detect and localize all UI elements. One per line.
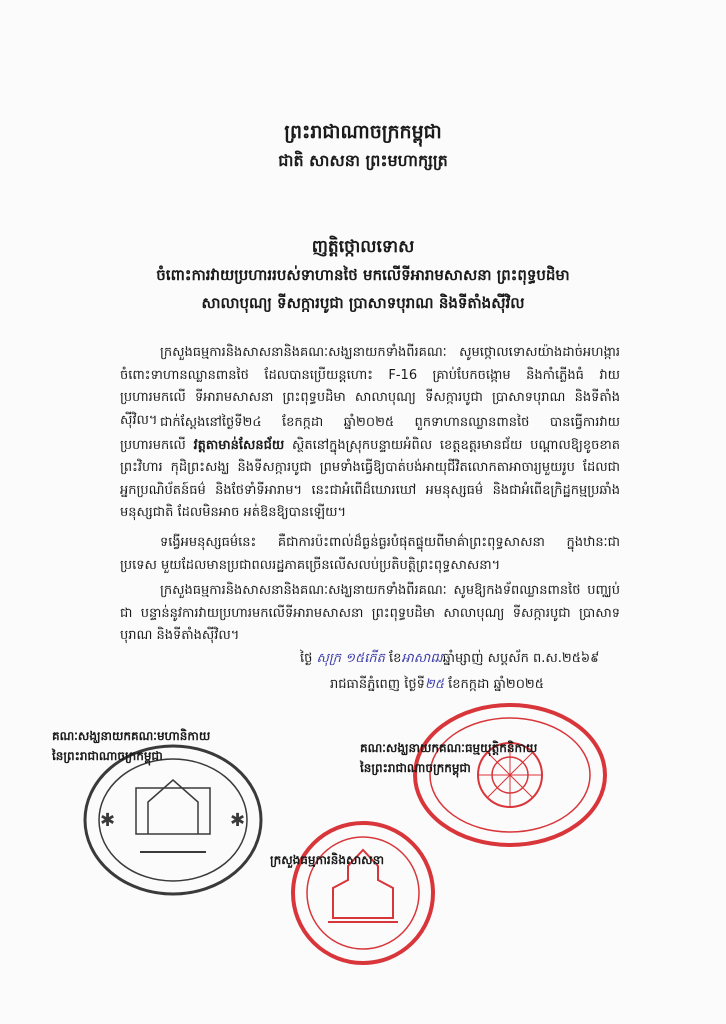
statement-title: ញត្តិថ្កោលទោស [311,237,415,257]
city-date-line [330,676,630,695]
national-motto: ជាតិ សាសនា ព្រះមហាក្សត្រ [278,151,448,170]
signatory-ministry: ក្រសួងធម្មការនិងសាសនា [270,853,385,867]
lunar-prefix: ថ្ងៃ [300,651,313,666]
temple-name: វត្តតាមាន់សែនជ័យ [193,437,285,453]
city-rest: ខែកក្កដា ឆ្នាំ២០២៥ [448,677,544,692]
paragraph-1-text: ក្រសួងធម្មការនិងសាសនានិងគណៈសង្ឃនាយកទាំងពីរគណៈ សូមថ្កោលទោសយ៉ាងដាច់អហង្ការ ចំពោះទាហានឈ្លានពានថៃ ដែលបានប្រើយន្តហោះ F-16 គ្រាប់បែកចង្កោម និងកាំភ្លើងធំ វាយប្រហារមកលើ ទីអារាមសាសនា ព្រះពុទ្ធបដិមា សាលាបុណ្យ ទីសក្ការបូជា ប្រាសាទបុរាណ និងទីតាំងស៊ីវិល។ [120,345,620,428]
paragraph-2 [120,412,620,525]
paragraph-4 [120,580,620,648]
lunar-month-handwritten: អាសាឍ [401,651,443,666]
city-prefix: រាជធានីភ្នំពេញ ថ្ងៃទី [330,677,425,692]
signatory-right-line2: នៃព្រះរាជាណាចក្រកម្ពុជា [360,761,471,775]
lunar-day-handwritten: សុក្រ ១៥កើត [316,651,385,666]
signatory-left-line2: នៃព្រះរាជាណាចក្រកម្ពុជា [52,749,163,763]
city-day-handwritten: ២៥ [424,677,444,692]
lunar-rest: ឆ្នាំម្សាញ់ សប្តស័ក ព.ស.២៥៦៩ [442,651,600,666]
paragraph-2-text-pre: ជាក់ស្តែងនៅថ្ងៃទី២៤ ខែកក្កដា ឆ្នាំ២០២៥ ពួកទាហានឈ្លានពានថៃ បានធ្វើការវាយប្រហារមកលើ [120,415,620,453]
paragraph-2-text-post: ស្ថិតនៅក្នុងស្រុកបន្ទាយអំពិល ខេត្តឧត្តរមានជ័យ បណ្តាលឱ្យខូចខាតព្រះវិហារ កុដិព្រះសង្ឃ និងទីសក្ការបូជា ព្រមទាំងធ្វើឱ្យបាត់បង់អាយុជីវិតលោកតាអាចារ្យមួយរូប ដែលជាអ្នកប្រណិប័តន៍ធម៌ និងថែទាំទីអារាម។ នេះជាអំពើដ៏ឃោរឃៅ អមនុស្សធម៌ និងជាអំពើឧក្រិដ្ឋកម្មប្រឆាំងមនុស្សជាតិ ដែលមិនអាច អត់ឱនឱ្យបានឡើយ។ [120,437,620,520]
signatory-right-line1: គណៈសង្ឃនាយកគណៈធម្មយុត្តិកនិកាយ [360,741,538,755]
paragraph-3 [120,532,620,577]
paragraph-3-text: ទង្វើអមនុស្សធម៌នេះ គឺជាការប៉ះពាល់ដ៏ធ្ងន់ធ្ងរបំផុតផ្ទុយពីមាគ៌ាព្រះពុទ្ធសាសនា ក្នុងឋានៈជាប្រទេស មួយដែលមានប្រជាពលរដ្ឋភាគច្រើនលើសលប់ប្រតិបត្តិព្រះពុទ្ធសាសនា។ [120,535,620,573]
svg-text:✱: ✱ [230,810,246,831]
paragraph-4-text: ក្រសួងធម្មការនិងសាសនានិងគណៈសង្ឃនាយកទាំងពីរគណៈ សូមឱ្យកងទ័ពឈ្លានពានថៃ បញ្ឈប់ជា បន្ទាន់នូវការវាយប្រហារមកលើទីអារាមសាសនា ព្រះពុទ្ធបដិមា សាលាបុណ្យ ទីសក្ការបូជា ប្រាសាទបុរាណ និងទីតាំងស៊ីវិល។ [120,583,620,643]
lunar-date-line [300,650,630,669]
kingdom-heading: ព្រះរាជាណាចក្រកម្ពុជា [284,121,442,143]
signatory-mohanikay [52,726,352,766]
statement-subtitle-line2: សាលាបុណ្យ ទីសក្ការបូជា ប្រាសាទបុរាណ និងទីតាំងស៊ីវិល [201,294,525,312]
signatory-dhammayut [360,738,690,778]
svg-text:✱: ✱ [100,810,116,831]
signatory-left-line1: គណៈសង្ឃនាយកគណៈមហានិកាយ [52,729,211,743]
lunar-month-label: ខែ [388,651,402,666]
ministry-seal [288,818,438,968]
statement-subtitle-line1: ចំពោះការវាយប្រហាររបស់ទាហានថៃ មកលើទីអារាមសាសនា ព្រះពុទ្ធបដិមា [156,266,570,284]
